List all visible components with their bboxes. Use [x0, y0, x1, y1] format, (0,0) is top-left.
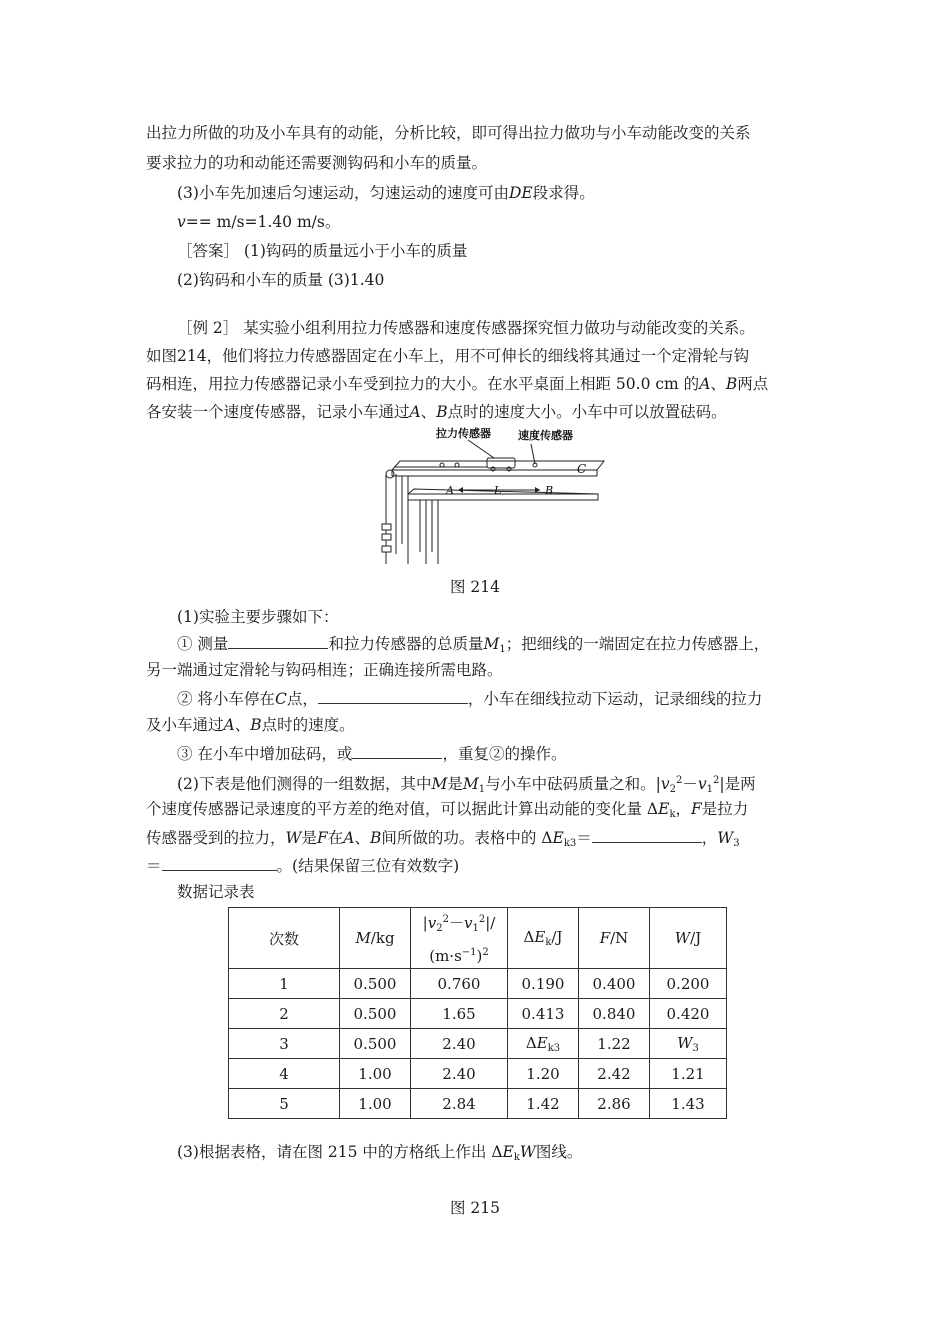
var: A: [699, 375, 711, 393]
label-length-L: L: [494, 484, 502, 497]
cell: 0.500: [340, 1029, 411, 1059]
cell: 1.21: [650, 1059, 727, 1089]
label-point-A: A: [446, 484, 454, 497]
step-line: [177, 632, 769, 661]
var: M: [462, 775, 479, 793]
subscript: k3: [547, 1042, 561, 1054]
cell: 2.40: [411, 1059, 508, 1089]
var: M: [483, 635, 500, 653]
text: /J: [551, 928, 563, 946]
answer-blank[interactable]: [162, 854, 277, 871]
answer-line: [177, 240, 467, 262]
subscript: k: [513, 1152, 520, 1163]
var: E: [502, 1143, 514, 1161]
label-speed-sensor: 速度传感器: [518, 430, 573, 442]
cell: 0.420: [650, 999, 727, 1029]
data-table: [228, 907, 727, 1119]
text: 、: [420, 403, 437, 421]
hanging-weight: [382, 534, 391, 540]
text: ): [476, 947, 483, 965]
text: 点，: [286, 690, 318, 708]
text: (2)钩码和小车的质量 (3)1.40: [177, 271, 385, 289]
text: 。(结果保留三位有效数字): [276, 857, 460, 875]
pulley: [386, 470, 394, 478]
var: v: [660, 775, 670, 793]
text: 是两: [724, 775, 756, 793]
text: 是: [447, 775, 463, 793]
para-line: [177, 211, 340, 233]
var: DE: [508, 184, 533, 202]
table-row: [229, 1059, 727, 1089]
subscript: 1: [706, 784, 714, 795]
text: /J: [690, 929, 702, 947]
cell: 1.42: [508, 1089, 579, 1119]
var: B: [725, 375, 738, 393]
para-line: [146, 122, 751, 144]
pointer-line: [468, 440, 494, 458]
var: E: [536, 1033, 548, 1052]
text: ，小车在细线拉动下运动，记录细线的拉力: [467, 690, 763, 708]
text: 如图214，他们将拉力传感器固定在小车上，用不可伸长的细线将其通过一个定滑轮与钩: [146, 347, 750, 365]
example-line: [146, 345, 749, 367]
text: ＝: [576, 829, 592, 847]
text: == m/s=1.40 m/s。: [185, 213, 341, 231]
cell: 5: [229, 1089, 340, 1119]
text: /kg: [370, 929, 395, 947]
text: 在: [327, 829, 344, 847]
header-line: [415, 941, 503, 968]
text: 要求拉力的功和动能还需要测钩码和小车的质量。: [146, 154, 488, 172]
var: B: [369, 829, 382, 847]
track-top: [392, 461, 604, 470]
var: E: [552, 829, 564, 847]
cell: 0.190: [508, 969, 579, 999]
var: v: [427, 914, 437, 932]
text: 是拉力: [701, 800, 749, 818]
text: ，: [675, 800, 692, 818]
example-line: [146, 373, 768, 395]
var: W: [677, 1033, 693, 1052]
cell: 3: [229, 1029, 340, 1059]
subscript: 1: [478, 784, 486, 795]
var: B: [250, 716, 262, 734]
text: |: [655, 775, 661, 793]
answer-blank[interactable]: [318, 687, 468, 704]
var: F: [691, 800, 702, 818]
cell: 1: [229, 969, 340, 999]
var: M: [355, 929, 371, 947]
cell-unknown-Ek3: [508, 1029, 579, 1059]
var: E: [534, 928, 546, 946]
table-title: [177, 881, 255, 903]
text: ② 将小车停在: [177, 690, 275, 708]
text: 两点: [737, 375, 769, 393]
step-line: [177, 687, 762, 710]
text: 、: [710, 375, 726, 393]
answer-blank[interactable]: [592, 826, 702, 843]
text: 数据记录表: [177, 883, 255, 901]
arrow-head: [458, 487, 463, 493]
text: ① 测量: [177, 635, 229, 653]
subscript: 2: [669, 784, 676, 795]
table-row: [229, 1029, 727, 1059]
text: (3)小车先加速后匀速运动，匀速运动的速度可由: [177, 184, 509, 202]
text: 、: [354, 829, 370, 847]
superscript: 2: [442, 914, 449, 925]
experiment-apparatus-figure: [372, 424, 612, 570]
cell: 2.84: [411, 1089, 508, 1119]
cell: 4: [229, 1059, 340, 1089]
text: Δ: [525, 1033, 537, 1052]
text: ［答案］ (1)钩码的质量远小于小车的质量: [177, 242, 468, 260]
subscript: k: [669, 809, 676, 820]
subscript: k3: [563, 838, 577, 849]
text: 与小车中砝码质量之和。: [485, 775, 656, 793]
text: /N: [610, 929, 629, 947]
text: ，重复②的操作。: [442, 745, 567, 763]
cell: 2.40: [411, 1029, 508, 1059]
step-line: [146, 714, 355, 736]
cell: 1.20: [508, 1059, 579, 1089]
cell: 1.00: [340, 1059, 411, 1089]
cell: 2.86: [579, 1089, 650, 1119]
text: ；把细线的一端固定在拉力传感器上，: [505, 635, 770, 653]
para-line: [146, 854, 459, 877]
subscript: 2: [436, 923, 443, 934]
col-header-v-diff: [411, 908, 508, 969]
cell: 0.413: [508, 999, 579, 1029]
text: 码相连，用拉力传感器记录小车受到拉力的大小。在水平桌面上相距 50.0 cm 的: [146, 375, 700, 393]
text: Δ: [523, 928, 535, 946]
cell: 2.42: [579, 1059, 650, 1089]
text: 、: [234, 716, 251, 734]
text: ，: [701, 829, 718, 847]
text: 个速度传感器记录速度的平方差的绝对值，可以据此计算出动能的变化量 Δ: [146, 800, 659, 818]
figure-caption: 图 214: [449, 578, 500, 596]
para-line: [177, 182, 595, 204]
text: ［例 2］ 某实验小组利用拉力传感器和速度传感器探究恒力做功与动能改变的关系。: [177, 319, 755, 337]
cell: 0.840: [579, 999, 650, 1029]
label-force-sensor: 拉力传感器: [436, 428, 491, 440]
col-header-W: [650, 908, 727, 969]
example-line: [146, 401, 727, 423]
cell: 1.65: [411, 999, 508, 1029]
text: 点时的速度大小。小车中可以放置砝码。: [447, 403, 727, 421]
para-line: [146, 798, 748, 826]
cell: 2: [229, 999, 340, 1029]
answer-blank[interactable]: [352, 742, 442, 759]
text: －: [682, 775, 698, 793]
subscript: k: [545, 937, 552, 948]
text: 出拉力所做的功及小车具有的动能，分析比较，即可得出拉力做功与小车动能改变的关系: [146, 124, 751, 142]
var: W: [717, 829, 734, 847]
cell: 1.22: [579, 1029, 650, 1059]
cell: 0.760: [411, 969, 508, 999]
para-line: [146, 152, 487, 174]
text: |: [422, 914, 428, 932]
hanging-weight: [382, 546, 391, 552]
para-line: [146, 826, 740, 855]
var: v: [177, 213, 186, 231]
text: |/: [485, 914, 496, 932]
text: 传感器受到的拉力，: [146, 829, 286, 847]
sensor-dot: [455, 463, 459, 467]
col-header-M: [340, 908, 411, 969]
cell-unknown-W3: [650, 1029, 727, 1059]
cell: 0.500: [340, 999, 411, 1029]
text: 及小车通过: [146, 716, 224, 734]
text: 各安装一个速度传感器，记录小车通过: [146, 403, 410, 421]
subscript: 3: [733, 838, 740, 849]
text: 另一端通过定滑轮与钩码相连；正确连接所需电路。: [146, 661, 503, 679]
text: 点时的速度。: [261, 716, 355, 734]
text: 间所做的功。表格中的 Δ: [381, 829, 553, 847]
subscript: 1: [499, 644, 506, 655]
label-point-C: C: [577, 462, 587, 476]
text: (m·s: [429, 947, 462, 965]
var: A: [343, 829, 355, 847]
text: 图线。: [535, 1143, 583, 1161]
step-line: [177, 742, 566, 765]
var: F: [599, 929, 611, 947]
subscript: 3: [692, 1042, 699, 1054]
text: 段求得。: [532, 184, 595, 202]
cell: 1.00: [340, 1089, 411, 1119]
header-line: [415, 908, 503, 941]
table-row: [229, 969, 727, 999]
text: 和拉力传感器的总质量: [328, 635, 484, 653]
col-header-F: [579, 908, 650, 969]
var: F: [316, 829, 328, 847]
table-row: [229, 1089, 727, 1119]
cart: [487, 458, 515, 468]
table-row: [229, 999, 727, 1029]
cell: 0.500: [340, 969, 411, 999]
para-line: [177, 1141, 582, 1169]
text: 次数: [268, 929, 299, 948]
answer-blank[interactable]: [228, 632, 328, 649]
superscript: 2: [482, 947, 489, 958]
para-line: [177, 770, 756, 801]
text: (2)下表是他们测得的一组数据，其中: [177, 775, 432, 793]
hanging-weight: [382, 524, 391, 530]
var: C: [274, 690, 287, 708]
var: M: [431, 775, 448, 793]
var: W: [674, 929, 691, 947]
text: 是: [301, 829, 317, 847]
table-header-row: [229, 908, 727, 969]
example-line: [177, 317, 755, 339]
label-point-B: B: [545, 484, 554, 497]
cell: 0.400: [579, 969, 650, 999]
var: v: [463, 914, 473, 932]
var: v: [697, 775, 707, 793]
text: (1)实验主要步骤如下：: [177, 608, 339, 626]
figure-caption: 图 215: [449, 1199, 500, 1217]
col-header-delta-Ek: [508, 908, 579, 969]
text: ＝: [146, 857, 162, 875]
text: ③ 在小车中增加砝码，或: [177, 745, 353, 763]
text: |: [719, 775, 725, 793]
sensor-dot: [440, 463, 444, 467]
cell: 0.200: [650, 969, 727, 999]
superscript: −1: [461, 947, 477, 958]
step-title: [177, 606, 338, 628]
superscript: 2: [713, 775, 720, 786]
text: (3)根据表格，请在图 215 中的方格纸上作出 Δ: [177, 1143, 503, 1161]
superscript: 2: [676, 775, 683, 786]
subscript: 1: [472, 923, 479, 934]
text: －: [448, 914, 464, 932]
var: W: [285, 829, 302, 847]
answer-line: [177, 269, 384, 291]
cell: 1.43: [650, 1089, 727, 1119]
var: A: [409, 403, 421, 421]
var: W: [519, 1143, 536, 1161]
col-header-count: [229, 908, 340, 969]
var: E: [658, 800, 670, 818]
superscript: 2: [478, 914, 486, 925]
var: B: [436, 403, 448, 421]
var: A: [223, 716, 235, 734]
step-line: [146, 659, 503, 681]
